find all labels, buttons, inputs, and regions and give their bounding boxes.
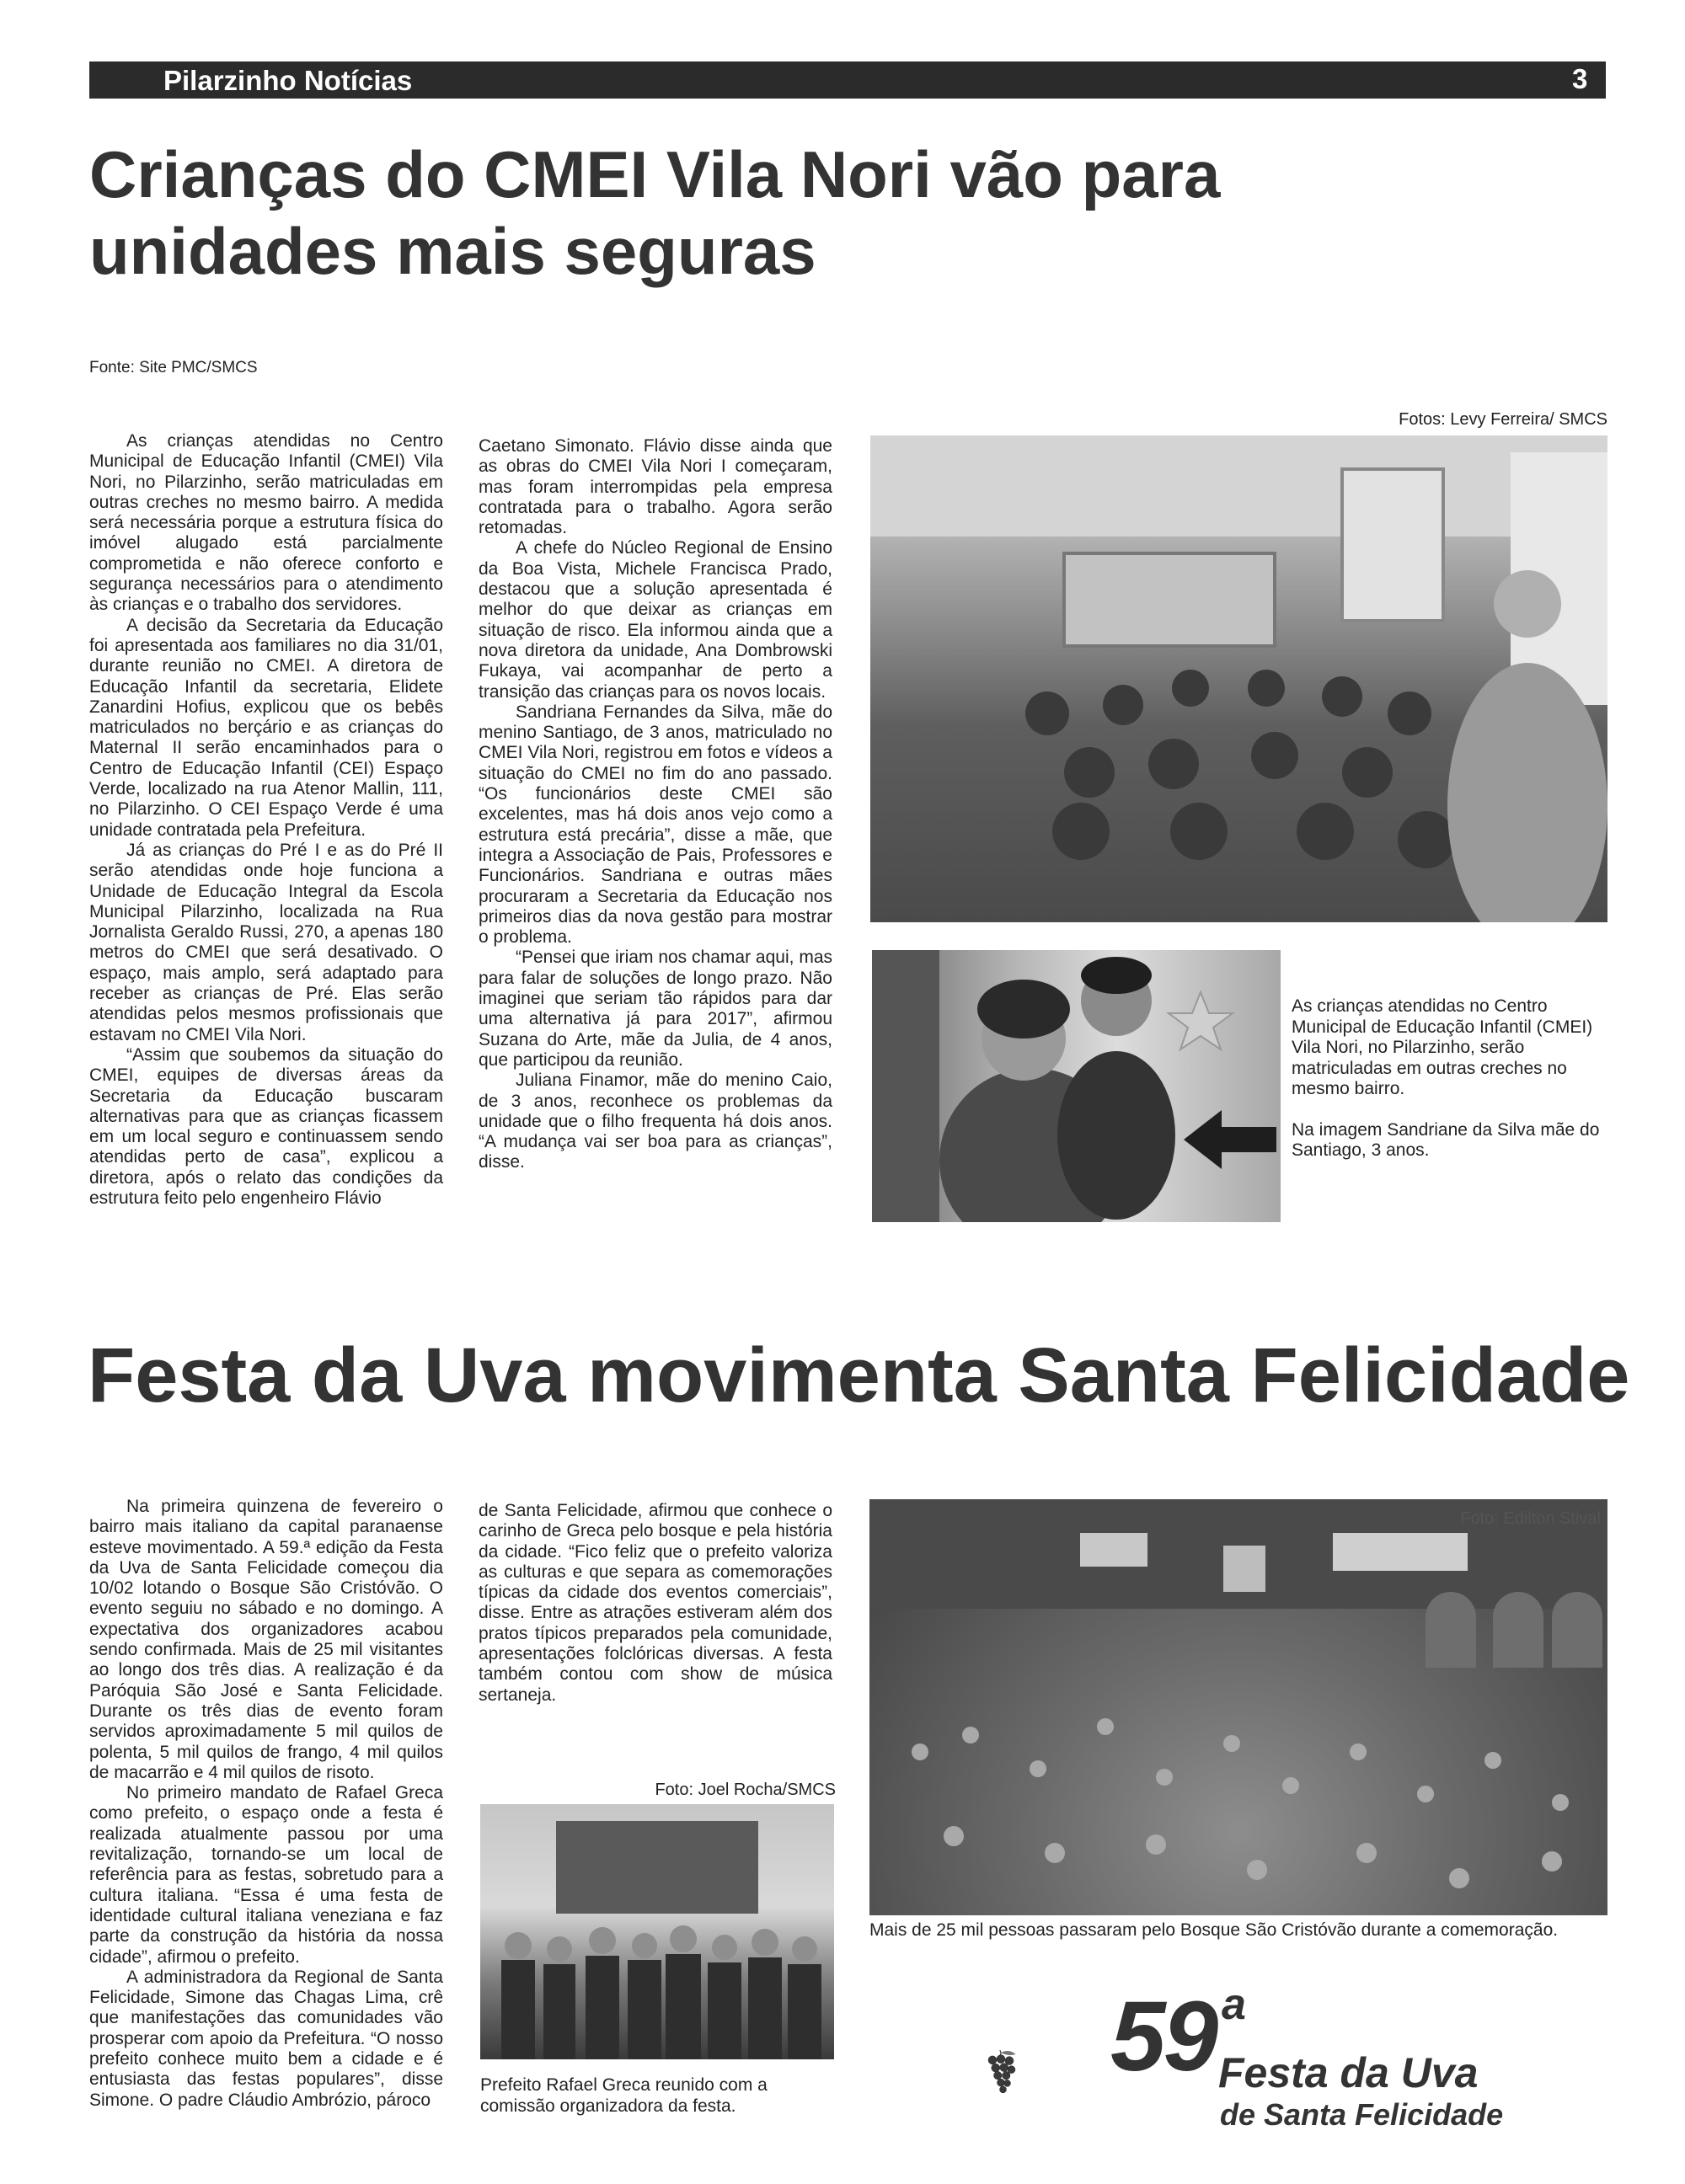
classroom-meeting-photo [870,435,1607,922]
grape-icon [984,1974,1110,2172]
photo-credit-classroom: Fotos: Levy Ferreira/ SMCS [1399,410,1607,429]
logo-title: Festa da Uva [1218,2049,1479,2096]
paragraph: Juliana Finamor, mãe do menino Caio, de 3 anos, reconhece os problemas da unidade que o filho frequenta há dois anos. “A mudança vai ser boa para as crianças”, disse. [479,1071,832,1172]
paragraph: As crianças atendidas no Centro Municipal de Educação Infantil (CMEI) Vila Nori, no Pilarzinho, serão matriculadas em outras creches no mesmo bairro. A medida será necessária porque a estrutura física do imóvel alugado está parcialmente comprometida e não oferece conforto e segurança necessários para o atendimento às crianças e o trabalho dos servidores. [89,431,443,615]
caption-paragraph: As crianças atendidas no Centro Municipal de Educação Infantil (CMEI) Vila Nori, no Pilarzinho, serão matriculadas em outras creches no mesmo bairro. [1292,996,1593,1098]
mother-and-son-photo [872,950,1281,1222]
logo-subtitle: de Santa Felicidade [1220,2097,1504,2132]
arrow-left-icon [1184,1110,1276,1169]
caption-paragraph: Na imagem Sandriane da Silva mãe do Santiago, 3 anos. [1292,1119,1600,1160]
paragraph: No primeiro mandato de Rafael Greca como prefeito, o espaço onde a festa é realizada atualmente passou por uma revitalização, tornando-se um local de referência para as festas, sobretudo para a cultura italiana. “Essa é uma festa de identidade cultural italiana veneziana e faz parte da construção da história da nossa cidade”, afirmou o prefeito. [89,1783,443,1967]
photo-credit-crowd: Foto: Edilton Stival [1460,1509,1601,1528]
paragraph: Sandriana Fernandes da Silva, mãe do menino Santiago, de 3 anos, matriculado no CMEI Vila Nori, registrou em fotos e vídeos a situação do CMEI no fim do ano passado. “Os funcionários deste CMEI são excelentes, mas há dois anos vejo como a estrutura está precária”, disse a mãe, que integra a Associação de Pais, Professores e Funcionários. Sandriana e outras mães procuraram a Secretaria da Educação nos primeiros dias da nova gestão para mostrar o problema. [479,702,832,948]
paragraph: Na primeira quinzena de fevereiro o bairro mais italiano da capital paranaense esteve movimentado. A 59.ª edição da Festa da Uva de Santa Felicidade começou dia 10/02 lotando o Bosque São Cristóvão. O evento seguiu no sábado e no domingo. A expectativa dos organizadores acabou sendo confirmada. Mais de 25 mil visitantes ao longo dos três dias. A realização é da Paróquia São José e Santa Felicidade. Durante os três dias de evento foram servidos aproximadamente 5 mil quilos de polenta, 5 mil quilos de frango, 4 mil quilos de macarrão e 4 mil quilos de risoto. [89,1497,443,1782]
article1-column2 [479,436,832,1173]
page-number: 3 [1572,63,1588,94]
caption-group: Prefeito Rafael Greca reunido com a comissão organizadora da festa. [480,2075,768,2116]
paragraph: A chefe do Núcleo Regional de Ensino da Boa Vista, Michele Francisca Prado, destacou que a solução apresentada é melhor do que deixar as crianças em situação de risco. Ela informou ainda que a nova diretora da unidade, Ana Dombrowski Fukaya, vai acompanhar de perto a transição das crianças para os novos locais. [479,538,832,702]
paragraph: Já as crianças do Pré I e as do Pré II serão atendidas onde hoje funciona a Unidade de Educação Integral da Escola Municipal Pilarzinho, localizada na Rua Jornalista Geraldo Russi, 270, a apenas 180 metros do CMEI que será desativado. O espaço, mais amplo, será adaptado para receber as crianças de Pré. Elas serão atendidas pelos mesmos profissionais que estavam no CMEI Vila Nori. [89,840,443,1044]
article2-column1 [89,1497,443,2111]
article2-column2 [479,1501,832,1706]
paragraph: A administradora da Regional de Santa Felicidade, Simone das Chagas Lima, crê que manifestações das comunidades vão prosperar com apoio da Prefeitura. “O nosso prefeito conhece muito bem a cidade e é entusiasta das festas populares”, disse Simone. O padre Cláudio Ambrózio, pároco [89,1967,443,2110]
paragraph: “Pensei que iriam nos chamar aqui, mas para falar de soluções de longo prazo. Não imaginei que seriam tão rápidos para dar uma alternativa já para 2017”, afirmou Suzana do Arte, mãe da Julia, de 4 anos, que participou da reunião. [479,948,832,1070]
paragraph: Caetano Simonato. Flávio disse ainda que as obras do CMEI Vila Nori I começaram, mas foram interrompidas pela empresa contratada para o trabalho. Agora serão retomadas. [479,436,832,538]
article2-headline: Festa da Uva movimenta Santa Felicidade [88,1332,1630,1418]
paragraph: A decisão da Secretaria da Educação foi apresentada aos familiares no dia 31/01, durante reunião no CMEI. A diretora de Educação Infantil da secretaria, Elidete Zanardini Hofius, explicou que os bebês matriculados no berçário e as crianças do Maternal II serão encaminhados para o Centro de Educação Infantil (CEI) Espaço Verde, localizado na rua Atenor Mallin, 111, no Pilarzinho. O CEI Espaço Verde é uma unidade contratada pela Prefeitura. [89,615,443,840]
article1-source: Fonte: Site PMC/SMCS [89,359,258,376]
caption-crowd: Mais de 25 mil pessoas passaram pelo Bosque São Cristóvão durante a comemoração. [869,1920,1559,1940]
article1-headline: Crianças do CMEI Vila Nori vão para unidades mais seguras [89,137,1221,289]
paragraph: “Assim que soubemos da situação do CMEI, equipes de diversas áreas da Secretaria da Educação buscaram alternativas para que as crianças ficassem em um local seguro e continuassem sendo atendidas perto de casa”, explicou a diretora, após o relato das condições da estrutura feito pelo engenheiro Flávio [89,1044,443,1208]
publication-name: Pilarzinho Notícias [163,65,413,96]
photo-credit-group: Foto: Joel Rocha/SMCS [655,1781,836,1799]
article1-column1 [89,431,443,1209]
paragraph: de Santa Felicidade, afirmou que conhece o carinho de Greca pelo bosque e pela história da cidade. “Fico feliz que o prefeito valoriza as culturas e que separa as comemorações típicas da cidade dos eventos comerciais”, disse. Entre as atrações estiveram além dos pratos típicos preparados pela comunidade, apresentações folclóricas diversas. A festa também contou com show de música sertaneja. [479,1501,832,1705]
festival-crowd-photo [869,1499,1607,1915]
organizing-committee-photo [480,1804,834,2059]
logo-ordinal: a [1222,1980,1246,2029]
logo-edition-number: 59 [1110,1981,1217,2092]
caption-mother-son [1292,996,1603,1161]
